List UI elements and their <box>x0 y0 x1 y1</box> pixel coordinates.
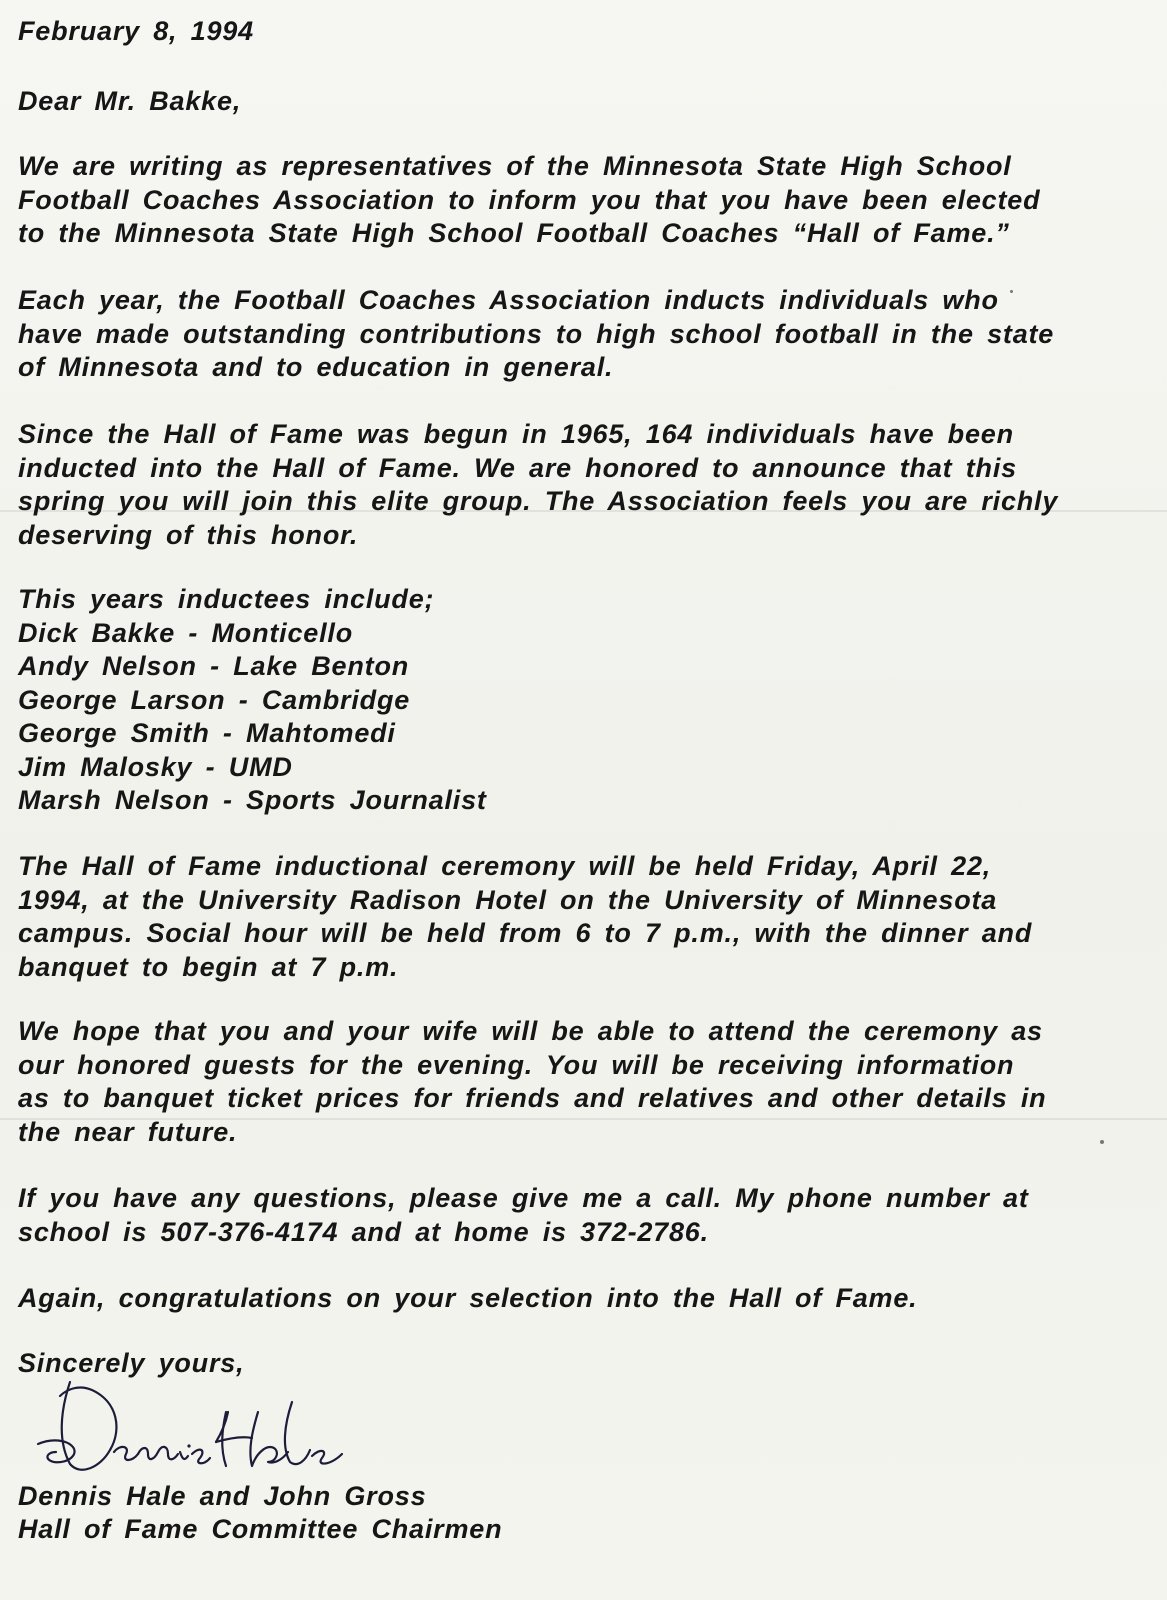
paragraph-contact <box>18 1182 1029 1249</box>
text-line: banquet to begin at 7 p.m. <box>18 951 399 982</box>
text-line: school is 507-376-4174 and at home is 372-2786. <box>18 1216 709 1247</box>
text-line: of Minnesota and to education in general. <box>18 352 614 382</box>
paragraph-ceremony <box>18 850 1032 984</box>
inductee-item: Andy Nelson - Lake Benton <box>18 651 410 681</box>
text-line: inducted into the Hall of Fame. We are honored to announce that this <box>18 452 1017 483</box>
paragraph-association <box>18 284 1054 385</box>
text-line: Football Coaches Association to inform you that you have been elected <box>18 184 1041 215</box>
inductee-item: Dick Bakke - Monticello <box>18 617 353 648</box>
text-line: spring you will join this elite group. The Association feels you are richly <box>18 486 1059 516</box>
paragraph-congratulations: Again, congratulations on your selection into the Hall of Fame. <box>18 1283 918 1313</box>
inductee-item: Jim Malosky - UMD <box>18 751 293 782</box>
inductee-item: Marsh Nelson - Sports Journalist <box>18 785 487 815</box>
letter-date: February 8, 1994 <box>18 16 254 46</box>
letter-salutation: Dear Mr. Bakke, <box>18 86 242 116</box>
text-line: We hope that you and your wife will be able to attend the ceremony as <box>18 1016 1043 1046</box>
signers-names: Dennis Hale and John Gross <box>18 1481 427 1511</box>
handwritten-signature <box>30 1372 350 1482</box>
inductees-intro: This years inductees include; <box>18 584 435 614</box>
text-line: If you have any questions, please give me a call. My phone number at <box>18 1183 1029 1213</box>
inductee-item: George Larson - Cambridge <box>18 684 411 715</box>
text-line: deserving of this honor. <box>18 519 359 550</box>
inductee-item: George Smith - Mahtomedi <box>18 718 396 748</box>
text-line: as to banquet ticket prices for friends and relatives and other details in <box>18 1083 1047 1113</box>
text-line: have made outstanding contributions to high school football in the state <box>18 318 1055 349</box>
paper-speck <box>1100 1140 1104 1144</box>
text-line: to the Minnesota State High School Football Coaches “Hall of Fame.” <box>18 218 1010 248</box>
text-line: Since the Hall of Fame was begun in 1965, 164 individuals have been <box>18 419 1014 449</box>
paragraph-history <box>18 418 1058 552</box>
text-line: campus. Social hour will be held from 6 to 7 p.m., with the dinner and <box>18 918 1033 948</box>
inductees-list <box>18 583 487 818</box>
signers-title: Hall of Fame Committee Chairmen <box>18 1514 503 1544</box>
text-line: 1994, at the University Radison Hotel on the University of Minnesota <box>18 884 998 915</box>
text-line: We are writing as representatives of the Minnesota State High School <box>18 151 1012 181</box>
text-line: Each year, the Football Coaches Association inducts individuals who <box>18 285 999 315</box>
letter-closing: Sincerely yours, <box>18 1348 245 1378</box>
paragraph-election <box>18 150 1040 251</box>
text-line: the near future. <box>18 1116 238 1147</box>
text-line: The Hall of Fame inductional ceremony will be held Friday, April 22, <box>18 851 992 881</box>
text-line: our honored guests for the evening. You will be receiving information <box>18 1049 1015 1080</box>
paragraph-invitation <box>18 1015 1046 1149</box>
